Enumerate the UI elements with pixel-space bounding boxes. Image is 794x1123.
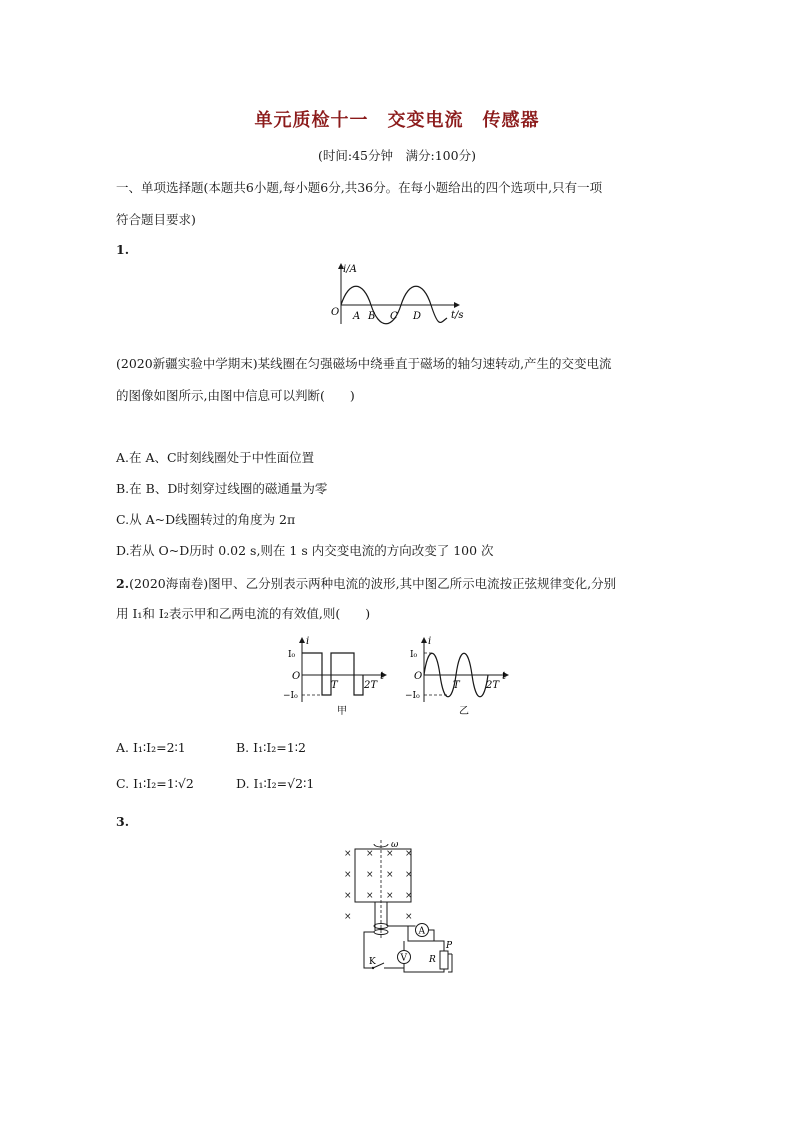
svg-text:×: × <box>386 891 394 901</box>
q3-voltmeter-label: V <box>400 953 407 964</box>
q2b-caption: 乙 <box>459 706 469 716</box>
svg-text:×: × <box>366 849 374 859</box>
svg-text:×: × <box>405 912 413 922</box>
q2-square-wave-graph <box>282 634 392 716</box>
q1-stem-line1: (2020新疆实验中学期末)某线圈在匀强磁场中绕垂直于磁场的轴匀速转动,产生的交变电流 <box>116 356 612 371</box>
q3-ammeter-label: A <box>418 926 425 937</box>
q2a-y-label: i <box>306 636 310 647</box>
section-heading-line2: 符合题目要求) <box>116 212 196 227</box>
svg-text:×: × <box>405 870 413 880</box>
page-title: 单元质检十一 交变电流 传感器 <box>254 110 540 131</box>
q2-option-b: B. I₁∶I₂=1∶2 <box>236 740 306 755</box>
q3-switch-label: K <box>369 957 376 967</box>
q2-option-d: D. I₁∶I₂=√2∶1 <box>236 776 315 791</box>
q3-ammeter-wire <box>408 926 416 941</box>
svg-text:×: × <box>366 891 374 901</box>
q2b-t2: 2T <box>486 680 500 691</box>
svg-text:×: × <box>386 870 394 880</box>
q3-generator-circuit <box>338 838 463 974</box>
svg-text:×: × <box>405 891 413 901</box>
svg-text:×: × <box>366 870 374 880</box>
q3-slider-label: P <box>446 941 453 951</box>
svg-text:×: × <box>405 849 413 859</box>
q2b-x-label: t <box>502 671 507 682</box>
question-2-number: 2. <box>116 576 130 591</box>
q2a-caption: 甲 <box>337 706 347 716</box>
question-3-number: 3. <box>116 814 130 829</box>
q2-option-a: A. I₁∶I₂=2∶1 <box>116 740 186 755</box>
q1-point-c: C <box>390 311 398 322</box>
q3-switch-pivot <box>372 967 374 969</box>
q2a-neg-label: −I₀ <box>283 691 298 701</box>
q2b-neg-label: −I₀ <box>405 691 420 701</box>
q3-resistor <box>440 951 448 969</box>
q2b-t1: T <box>453 680 460 691</box>
section-heading-line1: 一、单项选择题(本题共6小题,每小题6分,共36分。在每小题给出的四个选项中,只有一项 <box>116 180 603 195</box>
q1-stem-line2: 的图像如图所示,由图中信息可以判断( ) <box>116 388 355 403</box>
svg-text:×: × <box>344 870 352 880</box>
q2a-origin: O <box>292 671 301 682</box>
svg-text:×: × <box>344 912 352 922</box>
q2b-origin: O <box>414 671 423 682</box>
q2-stem-text: (2020海南卷)图甲、乙分别表示两种电流的波形,其中图乙所示电流按正弦规律变化,分别 <box>129 576 617 591</box>
q2-stem-line2: 用 I₁和 I₂表示甲和乙两电流的有效值,则( ) <box>116 606 371 621</box>
q2-stem-line1 <box>116 573 616 592</box>
q3-field-marks <box>344 849 413 922</box>
q2a-pos-label: I₀ <box>288 650 296 660</box>
q1-point-b: B <box>368 311 376 322</box>
svg-text:×: × <box>344 891 352 901</box>
q1-option-a: A.在 A、C时刻线圈处于中性面位置 <box>116 450 315 465</box>
q1-point-d: D <box>413 311 422 322</box>
question-1-number: 1. <box>116 242 130 257</box>
svg-text:×: × <box>386 849 394 859</box>
q1-point-a: A <box>353 311 361 322</box>
q1-sine-graph <box>325 258 470 328</box>
q2-option-c: C. I₁∶I₂=1∶√2 <box>116 776 194 791</box>
q3-coil <box>355 849 411 902</box>
q2-sine-wave-graph <box>404 634 514 716</box>
page-subtitle: (时间:45分钟 满分:100分) <box>318 148 476 163</box>
q2b-y-label: i <box>428 636 432 647</box>
svg-text:×: × <box>344 849 352 859</box>
q1-option-c: C.从 A~D线圈转过的角度为 2π <box>116 512 296 527</box>
q2a-t2: 2T <box>364 680 378 691</box>
q2a-x-label: t <box>380 671 385 682</box>
q1-option-d: D.若从 O~D历时 0.02 s,则在 1 s 内交变电流的方向改变了 100 次 <box>116 543 494 558</box>
q3-slider <box>448 954 452 970</box>
q1-y-label: i/A <box>343 264 357 275</box>
q3-omega: ω <box>391 840 399 850</box>
q3-switch <box>373 963 404 968</box>
q1-origin: O <box>331 307 340 318</box>
q2b-pos-label: I₀ <box>410 650 418 660</box>
q1-option-b: B.在 B、D时刻穿过线圈的磁通量为零 <box>116 481 328 496</box>
q3-ammeter-wire-2 <box>429 930 435 941</box>
q1-x-label: t/s <box>451 310 464 321</box>
q2a-t1: T <box>331 680 338 691</box>
q3-resistor-label: R <box>429 955 436 965</box>
